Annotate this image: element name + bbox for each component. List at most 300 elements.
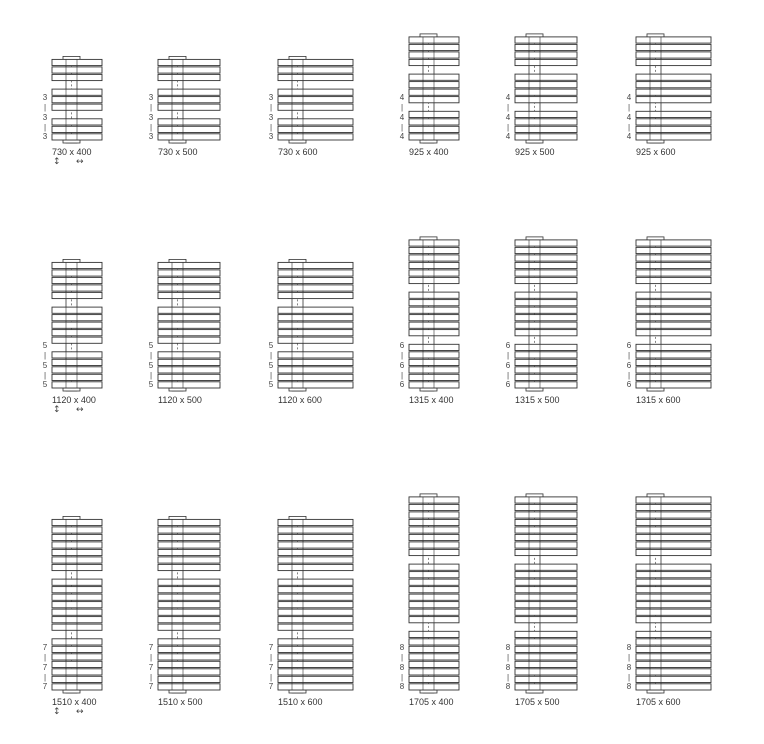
heating-bar [278, 594, 353, 600]
heating-bar [515, 602, 577, 608]
heating-bar [636, 654, 711, 660]
heating-bar [636, 247, 711, 253]
heating-bar [515, 382, 577, 388]
heating-bar [278, 352, 353, 358]
section-count-label: | [506, 123, 510, 132]
heating-bar [636, 37, 711, 43]
heating-bar [158, 74, 220, 80]
section-count-label: | [269, 673, 273, 682]
heating-bar [158, 285, 220, 291]
heating-bar [158, 97, 220, 103]
top-cap [289, 259, 306, 262]
size-label: 1120 x 500 [158, 395, 202, 405]
heating-bar [515, 646, 577, 652]
section-count-label: 6 [626, 361, 632, 370]
height-arrow-icon: ↕ [53, 405, 61, 415]
heating-bar [278, 579, 353, 585]
heating-bar [158, 382, 220, 388]
section-count-label: 3 [42, 113, 48, 122]
section-count-label: 8 [399, 643, 405, 652]
section-count-label: | [627, 123, 631, 132]
section-count-label: 5 [148, 341, 154, 350]
heating-bar [515, 367, 577, 373]
heating-bar [515, 617, 577, 623]
heating-bar [278, 134, 353, 140]
heating-bar [158, 519, 220, 525]
heating-bar [278, 119, 353, 125]
heating-bar [278, 646, 353, 652]
heating-bar [158, 262, 220, 268]
bottom-cap [526, 388, 543, 391]
section-count-label: | [506, 673, 510, 682]
heating-bar [515, 270, 577, 276]
section-count-label: | [149, 653, 153, 662]
section-count-label: | [627, 351, 631, 360]
heating-bar [278, 330, 353, 336]
heating-bar [515, 587, 577, 593]
heating-bar [515, 676, 577, 682]
heating-bar [636, 344, 711, 350]
height-arrow-icon: ↕ [53, 707, 61, 717]
heating-bar [278, 315, 353, 321]
size-label: 1705 x 400 [409, 697, 454, 707]
size-label: 1705 x 600 [636, 697, 681, 707]
section-count-label: 3 [42, 132, 48, 141]
bottom-cap [169, 690, 186, 693]
heating-bar [158, 557, 220, 563]
section-count-label: 6 [505, 361, 511, 370]
section-count-label: 7 [42, 682, 48, 691]
heating-bar [278, 277, 353, 283]
heating-bar [515, 527, 577, 533]
heating-bar [158, 594, 220, 600]
heating-bar [158, 654, 220, 660]
heating-bar [158, 661, 220, 667]
size-label: 1510 x 400 [52, 697, 97, 707]
top-cap [647, 237, 664, 240]
bottom-cap [526, 690, 543, 693]
section-count-label: | [149, 123, 153, 132]
heating-bar [278, 59, 353, 65]
heating-bar [636, 549, 711, 555]
size-label: 925 x 500 [515, 147, 555, 157]
section-count-label: | [269, 371, 273, 380]
section-count-label: | [506, 653, 510, 662]
size-label: 1510 x 500 [158, 697, 203, 707]
section-count-label: 8 [626, 643, 632, 652]
heating-bar [278, 285, 353, 291]
heating-bar [515, 497, 577, 503]
section-count-label: 3 [268, 113, 274, 122]
heating-bar [515, 609, 577, 615]
heating-bar [278, 374, 353, 380]
heating-bar [636, 59, 711, 65]
heating-bar [636, 359, 711, 365]
section-count-label: 6 [626, 341, 632, 350]
heating-bar [515, 519, 577, 525]
heating-bar [636, 74, 711, 80]
section-count-label: 6 [399, 341, 405, 350]
heating-bar [636, 512, 711, 518]
section-count-label: | [506, 103, 510, 112]
heating-bar [278, 262, 353, 268]
section-count-label: 4 [399, 113, 405, 122]
heating-bar [636, 594, 711, 600]
heating-bar [515, 315, 577, 321]
heating-bar [515, 44, 577, 50]
heating-bar [158, 104, 220, 110]
heating-bar [515, 512, 577, 518]
heating-bar [636, 542, 711, 548]
heating-bar [636, 572, 711, 578]
heating-bar [636, 676, 711, 682]
top-cap [526, 494, 543, 497]
heating-bar [636, 639, 711, 645]
heating-bar [636, 374, 711, 380]
heating-bar [515, 564, 577, 570]
width-arrow-icon: ↔ [76, 707, 84, 717]
section-count-label: 5 [148, 380, 154, 389]
heating-bar [278, 322, 353, 328]
heating-bar [278, 617, 353, 623]
heating-bar [515, 277, 577, 283]
section-count-label: 4 [505, 113, 511, 122]
section-count-label: 7 [148, 682, 154, 691]
heating-bar [515, 374, 577, 380]
section-count-label: | [627, 103, 631, 112]
heating-bar [278, 609, 353, 615]
section-count-label: 6 [505, 380, 511, 389]
size-label: 730 x 500 [158, 147, 198, 157]
section-count-label: 5 [42, 361, 48, 370]
heating-bar [515, 74, 577, 80]
width-arrow-icon: ↔ [76, 157, 84, 167]
top-cap [63, 259, 80, 262]
heating-bar [636, 126, 711, 132]
heating-bar [515, 119, 577, 125]
heating-bar [278, 359, 353, 365]
heating-bar [515, 240, 577, 246]
section-count-label: | [506, 351, 510, 360]
section-count-label: 8 [505, 643, 511, 652]
heating-bar [158, 352, 220, 358]
heating-bar [158, 126, 220, 132]
section-count-label: 6 [505, 341, 511, 350]
heating-bar [636, 111, 711, 117]
heating-bar [278, 89, 353, 95]
bottom-cap [420, 690, 437, 693]
bottom-cap [169, 388, 186, 391]
section-count-label: | [400, 103, 404, 112]
heating-bar [515, 82, 577, 88]
heating-bar [515, 59, 577, 65]
heating-bar [636, 519, 711, 525]
section-count-label: 7 [268, 682, 274, 691]
heating-bar [636, 497, 711, 503]
heating-bar [158, 617, 220, 623]
heating-bar [515, 52, 577, 58]
heating-bar [278, 74, 353, 80]
heating-bar [278, 684, 353, 690]
size-label: 925 x 400 [409, 147, 449, 157]
heating-bar [636, 44, 711, 50]
heating-bar [515, 111, 577, 117]
heating-bar [278, 639, 353, 645]
section-count-label: | [43, 351, 47, 360]
heating-bar [278, 519, 353, 525]
heating-bar [278, 104, 353, 110]
heating-bar [158, 639, 220, 645]
height-arrow-icon: ↕ [53, 157, 61, 167]
heating-bar [158, 534, 220, 540]
section-count-label: 4 [399, 93, 405, 102]
section-count-label: | [43, 123, 47, 132]
section-count-label: 7 [42, 643, 48, 652]
heating-bar [515, 352, 577, 358]
size-label: 925 x 600 [636, 147, 676, 157]
section-count-label: 8 [505, 663, 511, 672]
heating-bar [158, 374, 220, 380]
section-count-label: | [269, 351, 273, 360]
section-count-label: | [506, 371, 510, 380]
heating-bar [515, 579, 577, 585]
section-count-label: 3 [148, 132, 154, 141]
heating-bar [515, 534, 577, 540]
section-count-label: 3 [148, 113, 154, 122]
section-count-label: | [400, 351, 404, 360]
section-count-label: 7 [268, 643, 274, 652]
size-label: 1120 x 600 [278, 395, 322, 405]
heating-bar [278, 661, 353, 667]
top-cap [420, 237, 437, 240]
heating-bar [515, 262, 577, 268]
heating-bar [636, 564, 711, 570]
section-count-label: 5 [148, 361, 154, 370]
heating-bar [158, 549, 220, 555]
heating-bar [636, 89, 711, 95]
heating-bar [278, 367, 353, 373]
heating-bar [278, 669, 353, 675]
heating-bar [158, 564, 220, 570]
section-count-label: | [269, 123, 273, 132]
heating-bar [636, 661, 711, 667]
heating-bar [278, 676, 353, 682]
section-count-label: | [43, 371, 47, 380]
section-count-label: | [269, 103, 273, 112]
heating-bar [515, 330, 577, 336]
heating-bar [158, 134, 220, 140]
section-count-label: 3 [148, 93, 154, 102]
section-count-label: 6 [399, 380, 405, 389]
heating-bar [278, 97, 353, 103]
heating-bar [636, 292, 711, 298]
heating-bar [636, 307, 711, 313]
heating-bar [636, 277, 711, 283]
section-count-label: | [627, 371, 631, 380]
heating-bar [158, 322, 220, 328]
heating-bar [515, 126, 577, 132]
bottom-cap [647, 690, 664, 693]
heating-bar [158, 270, 220, 276]
heating-bar [158, 119, 220, 125]
top-cap [647, 494, 664, 497]
top-cap [169, 259, 186, 262]
heating-bar [636, 255, 711, 261]
bottom-cap [63, 388, 80, 391]
heating-bar [158, 602, 220, 608]
heating-bar [278, 542, 353, 548]
section-count-label: 3 [268, 132, 274, 141]
top-cap [420, 494, 437, 497]
heating-bar [636, 669, 711, 675]
heating-bar [278, 270, 353, 276]
bottom-cap [647, 388, 664, 391]
section-count-label: 5 [268, 361, 274, 370]
heating-bar [158, 307, 220, 313]
size-label: 730 x 600 [278, 147, 318, 157]
heating-bar [515, 549, 577, 555]
heating-bar [158, 67, 220, 73]
heating-bar [636, 609, 711, 615]
heating-bar [278, 126, 353, 132]
section-count-label: | [400, 653, 404, 662]
heating-bar [515, 661, 577, 667]
heating-bar [158, 587, 220, 593]
heating-bar [278, 587, 353, 593]
section-count-label: 5 [268, 380, 274, 389]
section-count-label: 4 [626, 113, 632, 122]
section-count-label: | [43, 103, 47, 112]
section-count-label: 8 [399, 663, 405, 672]
section-count-label: | [149, 351, 153, 360]
section-count-label: 4 [505, 132, 511, 141]
heating-bar [636, 504, 711, 510]
heating-bar [515, 594, 577, 600]
section-count-label: | [627, 673, 631, 682]
heating-bar [158, 367, 220, 373]
heating-bar [158, 609, 220, 615]
section-count-label: 4 [626, 93, 632, 102]
heating-bar [158, 527, 220, 533]
heating-bar [515, 344, 577, 350]
section-count-label: 6 [399, 361, 405, 370]
heating-bar [636, 527, 711, 533]
section-count-label: | [400, 673, 404, 682]
heating-bar [636, 617, 711, 623]
heating-bar [636, 97, 711, 103]
heating-bar [158, 337, 220, 343]
heating-bar [636, 322, 711, 328]
section-count-label: | [269, 653, 273, 662]
heating-bar [278, 382, 353, 388]
heating-bar [515, 292, 577, 298]
heating-bar [278, 337, 353, 343]
heating-bar [515, 684, 577, 690]
heating-bar [278, 67, 353, 73]
section-count-label: 8 [626, 682, 632, 691]
heating-bar [636, 382, 711, 388]
section-count-label: | [400, 371, 404, 380]
heating-bar [278, 624, 353, 630]
heating-bar [158, 59, 220, 65]
section-count-label: 7 [268, 663, 274, 672]
heating-bar [158, 277, 220, 283]
top-cap [526, 237, 543, 240]
heating-bar [515, 572, 577, 578]
section-count-label: 5 [42, 380, 48, 389]
section-count-label: 5 [268, 341, 274, 350]
bottom-cap [420, 388, 437, 391]
section-count-label: 7 [42, 663, 48, 672]
heating-bar [158, 646, 220, 652]
size-label: 1315 x 400 [409, 395, 454, 405]
heating-bar [636, 119, 711, 125]
heating-bar [278, 549, 353, 555]
heating-bar [278, 527, 353, 533]
heating-bar [515, 669, 577, 675]
heating-bar [636, 602, 711, 608]
section-count-label: 4 [399, 132, 405, 141]
size-label: 1120 x 400 [52, 395, 96, 405]
heating-bar [636, 684, 711, 690]
heating-bar [636, 579, 711, 585]
heating-bar [636, 587, 711, 593]
heating-bar [278, 564, 353, 570]
section-count-label: | [627, 653, 631, 662]
size-label: 1315 x 600 [636, 395, 681, 405]
section-count-label: 7 [148, 643, 154, 652]
section-count-label: | [149, 673, 153, 682]
heating-bar [636, 270, 711, 276]
heating-bar [158, 676, 220, 682]
heating-bar [515, 322, 577, 328]
heating-bar [158, 669, 220, 675]
heating-bar [515, 97, 577, 103]
section-count-label: 8 [399, 682, 405, 691]
heating-bar [158, 292, 220, 298]
heating-bar [636, 82, 711, 88]
section-count-label: | [149, 103, 153, 112]
bottom-cap [63, 690, 80, 693]
heating-bar [158, 542, 220, 548]
heating-bar [515, 654, 577, 660]
heating-bar [515, 639, 577, 645]
heating-bar [636, 534, 711, 540]
heating-bar [278, 557, 353, 563]
size-label: 730 x 400 [52, 147, 92, 157]
heating-bar [278, 534, 353, 540]
section-count-label: | [43, 673, 47, 682]
heating-bar [636, 367, 711, 373]
heating-bar [636, 300, 711, 306]
section-count-label: 7 [148, 663, 154, 672]
heating-bar [158, 89, 220, 95]
heating-bar [515, 134, 577, 140]
width-arrow-icon: ↔ [76, 405, 84, 415]
section-count-label: 4 [626, 132, 632, 141]
heating-bar [636, 646, 711, 652]
section-count-label: | [400, 123, 404, 132]
heating-bar [515, 631, 577, 637]
heating-bar [278, 307, 353, 313]
section-count-label: 8 [505, 682, 511, 691]
heating-bar [158, 359, 220, 365]
heating-bar [636, 315, 711, 321]
size-label: 1315 x 500 [515, 395, 560, 405]
section-count-label: 6 [626, 380, 632, 389]
section-count-label: 8 [626, 663, 632, 672]
heating-bar [636, 240, 711, 246]
